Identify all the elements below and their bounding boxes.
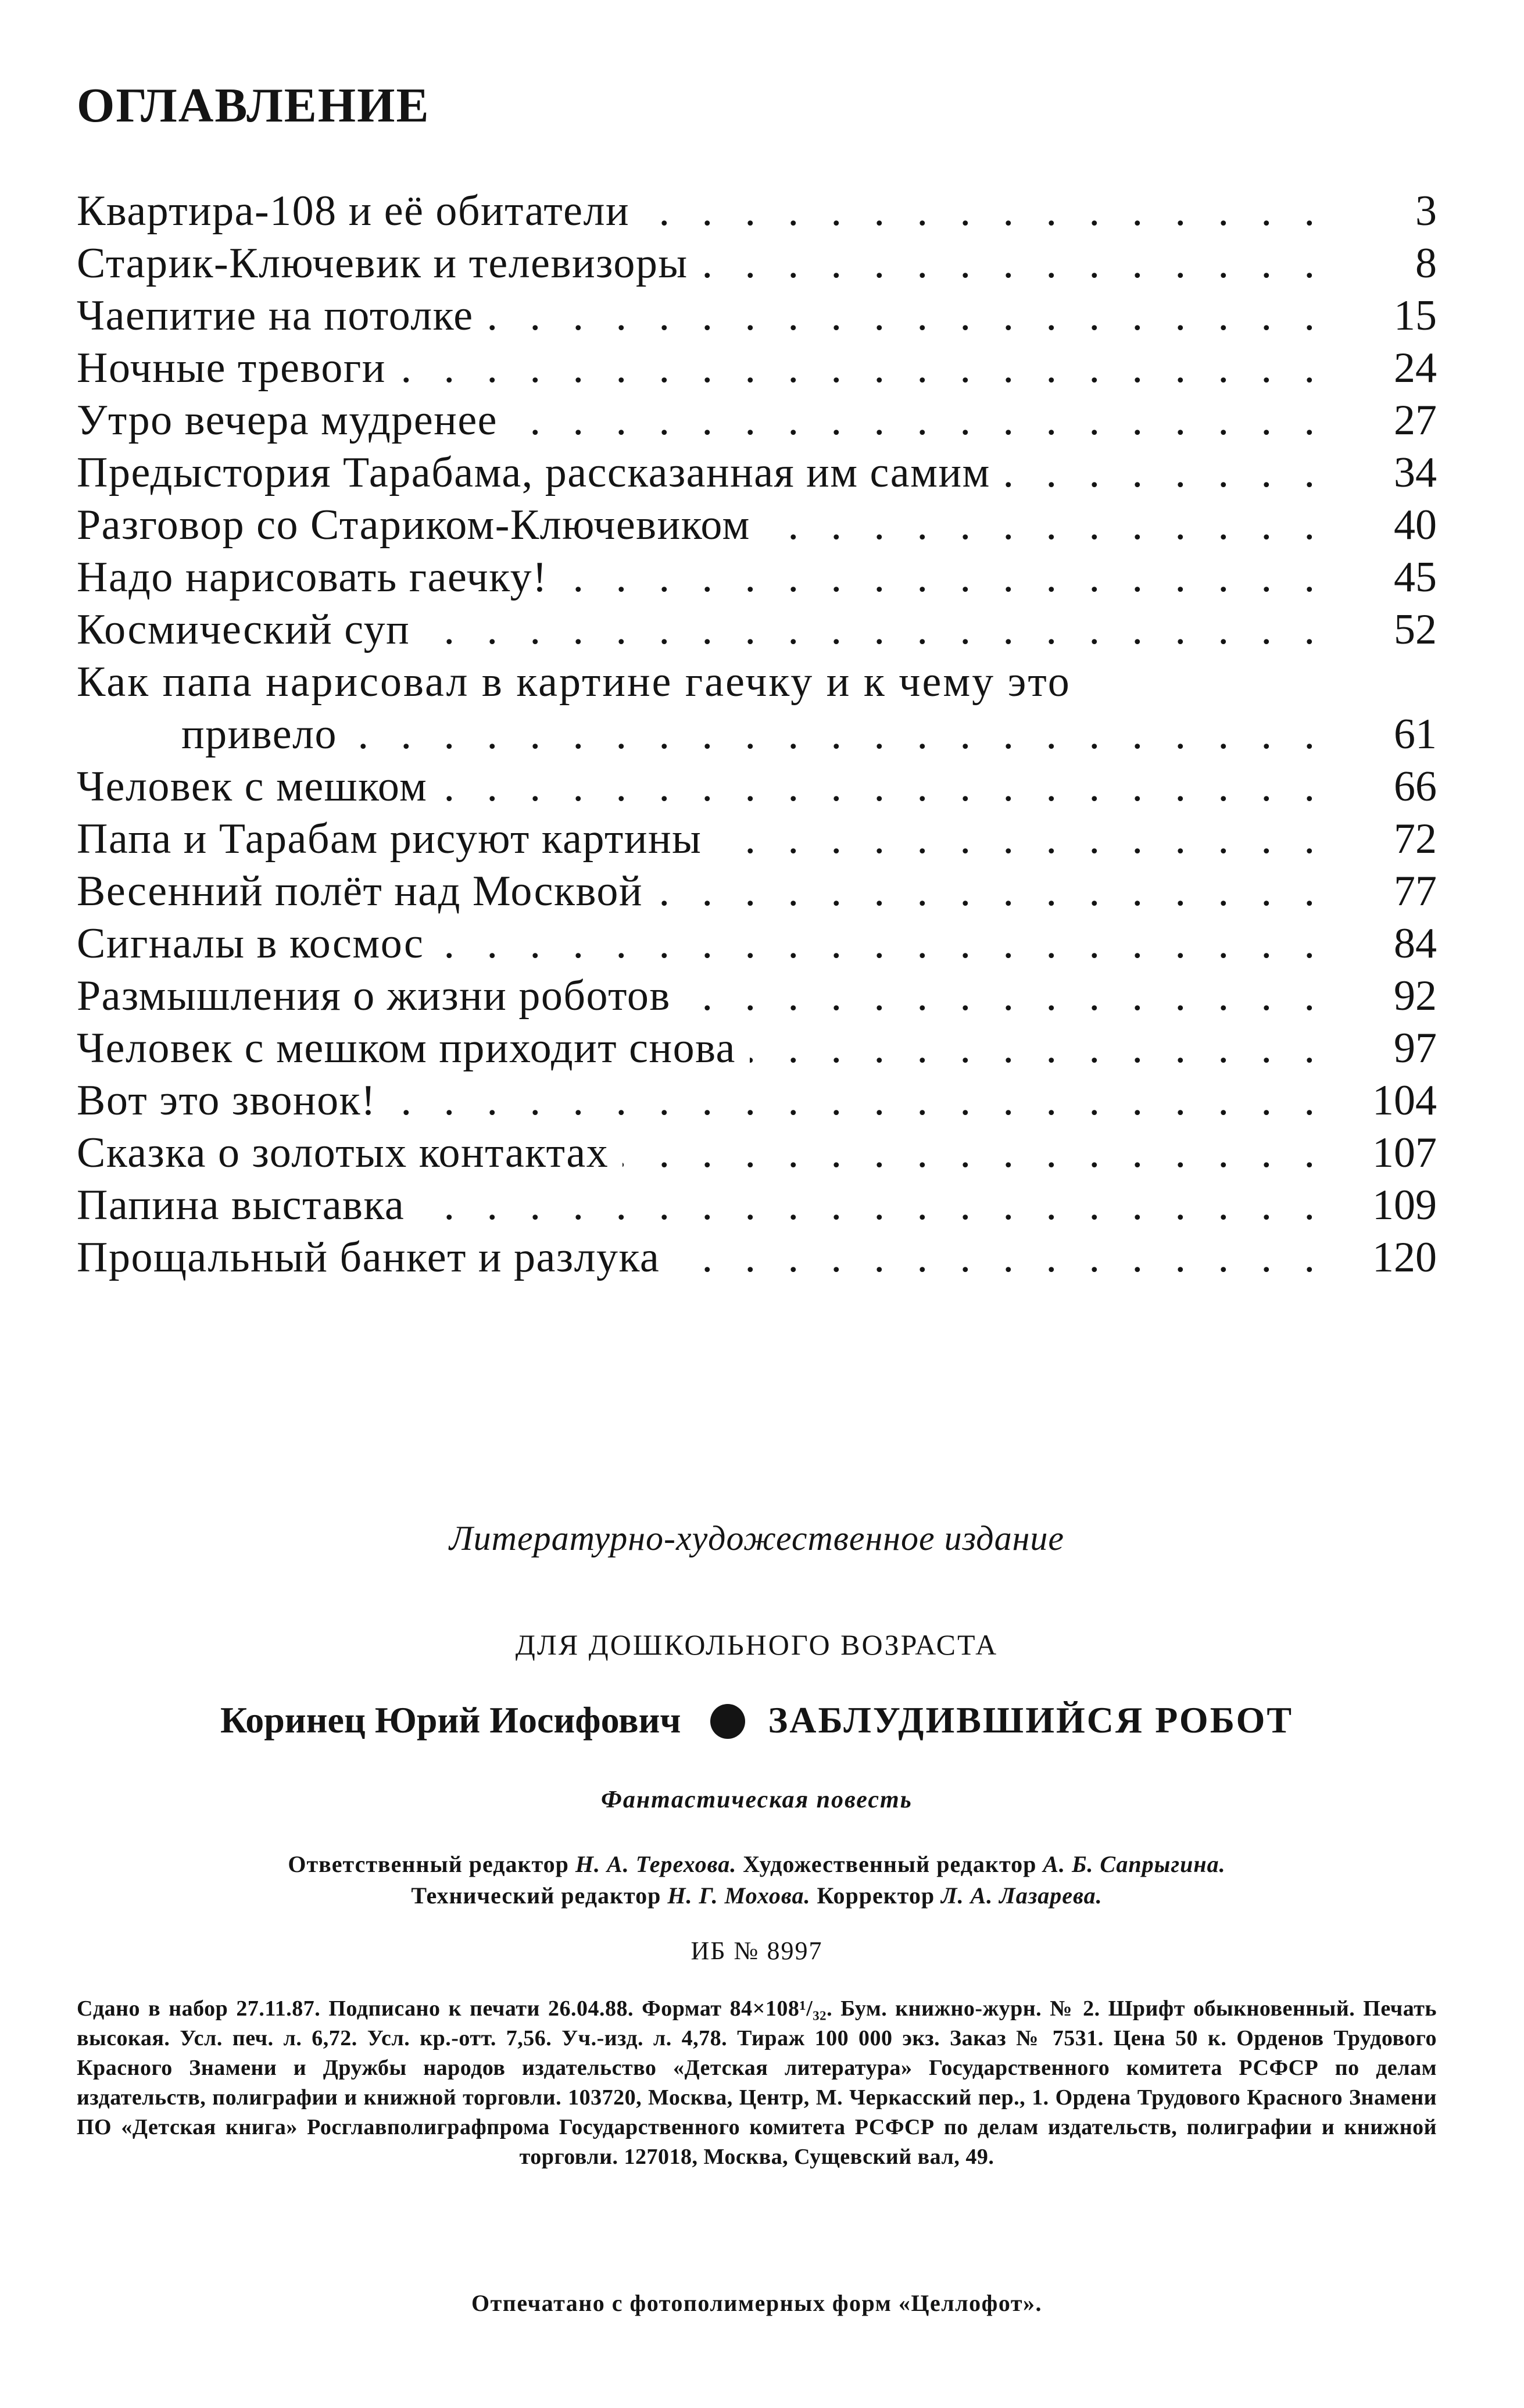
toc-entry [77, 917, 1437, 970]
toc-entry [77, 499, 1437, 551]
toc-entry [77, 656, 1437, 708]
toc-entry-page: 15 [1394, 292, 1437, 340]
toc-entry-title: Утро вечера мудренее [77, 394, 511, 446]
editor-role: Ответственный редактор [288, 1851, 569, 1877]
toc-entry-title: Размышления о жизни роботов [77, 970, 685, 1022]
toc-entry-title: Человек с мешком [77, 760, 441, 813]
editor-role: Корректор [817, 1882, 935, 1909]
toc-entry-title: Сказка о золотых контактах [77, 1127, 623, 1179]
toc-entry-page: 92 [1394, 972, 1437, 1020]
toc-entry-title: привело [181, 708, 351, 760]
toc-entry [77, 603, 1437, 656]
toc-entry-page: 61 [1394, 710, 1437, 758]
editor-role: Технический редактор [411, 1882, 661, 1909]
ib-number: ИБ № 8997 [691, 1937, 823, 1965]
toc-entry-title: Ночные тревоги [77, 342, 400, 394]
toc-entry [77, 1022, 1437, 1074]
toc-entry [77, 1231, 1437, 1284]
toc-entry [77, 394, 1437, 446]
author-title-line [77, 1699, 1437, 1742]
toc-entry-title: Папина выставка [77, 1179, 418, 1231]
toc-entry [77, 551, 1437, 603]
toc-entry-page: 109 [1372, 1181, 1437, 1229]
toc-entry [77, 1127, 1437, 1179]
editor-name: Н. А. Терехова. [575, 1851, 737, 1877]
author-name: Коринец Юрий Иосифович [220, 1699, 681, 1741]
toc-entry [77, 1179, 1437, 1231]
age-category: ДЛЯ ДОШКОЛЬНОГО ВОЗРАСТА [515, 1628, 999, 1661]
editor-name: Н. Г. Мохова. [667, 1882, 811, 1909]
toc-entry-page: 52 [1394, 606, 1437, 653]
toc-entry-page: 40 [1394, 501, 1437, 549]
toc-entry-title: Весенний полёт над Москвой [77, 865, 657, 917]
toc-entry-title: Человек с мешком приходит снова [77, 1022, 750, 1074]
book-title: ЗАБЛУДИВШИЙСЯ РОБОТ [768, 1699, 1294, 1741]
toc-entry-title: Папа и Тарабам рисуют картины [77, 813, 716, 865]
toc-entry-title: Квартира-108 и её обитатели [77, 185, 643, 237]
toc-entry [77, 1074, 1437, 1127]
toc-entry-title: Чаепитие на потолке [77, 290, 488, 342]
toc-entry-page: 72 [1394, 815, 1437, 863]
edition-genre: Литературно-художественное издание [449, 1519, 1064, 1557]
toc-entry [77, 760, 1437, 813]
toc-entry-page: 45 [1394, 553, 1437, 601]
editors-line-2 [77, 1880, 1437, 1912]
toc-entry-page: 104 [1372, 1077, 1437, 1124]
editors-line-1 [77, 1849, 1437, 1880]
toc-entry-title: Старик-Ключевик и телевизоры [77, 237, 702, 290]
book-subtitle: Фантастическая повесть [601, 1787, 913, 1813]
toc-entry [77, 813, 1437, 865]
toc-entry-title: Как папа нарисовал в картине гаечку и к чему это [77, 656, 1085, 708]
toc-entry-page: 3 [1415, 187, 1437, 235]
toc-entry [77, 290, 1437, 342]
toc-entry-title: Прощальный банкет и разлука [77, 1231, 674, 1284]
toc-entry-page: 107 [1372, 1129, 1437, 1177]
toc-entry-page: 34 [1394, 449, 1437, 496]
toc-entry-title: Космический суп [77, 603, 424, 656]
printed-note: Отпечатано с фотополимерных форм «Целлофот». [471, 2290, 1042, 2316]
toc-entry-title: Вот это звонок! [77, 1074, 390, 1127]
toc-entry-title: Сигналы в космос [77, 917, 438, 970]
toc-entry [77, 970, 1437, 1022]
toc-entry [77, 185, 1437, 237]
toc-entry-page: 66 [1394, 763, 1437, 810]
editor-name: Л. А. Лазарева. [941, 1882, 1103, 1909]
toc-entry-page: 120 [1372, 1234, 1437, 1281]
toc-entry-page: 77 [1394, 867, 1437, 915]
toc-entry-title: Предыстория Тарабама, рассказанная им самим [77, 446, 1004, 499]
colophon-text: Сдано в набор 27.11.87. Подписано к печати 26.04.88. Формат 84×108¹/₃₂. Бум. книжно-журн. № 2. Шрифт обыкновенный. Печать высокая. Усл. печ. л. 6,72. Усл. кр.-отт. 7,56. Уч.-изд. л. 4,78. Тираж 100 000 экз. Заказ № 7531. Цена 50 к. Орденов Трудового Красного Знамени и Дружбы народов издательство «Детская литература» Государственного комитета РСФСР по делам издательств, полиграфии и книжной торговли. 103720, Москва, Центр, М. Черкасский пер., 1. Ордена Трудового Красного Знамени ПО «Детская книга» Росглавполиграфпрома Государственного комитета РСФСР по делам издательств, полиграфии и книжной торговли. 127018, Москва, Сущевский вал, 49. [77, 1996, 1437, 2169]
toc-entry [77, 446, 1437, 499]
bullet-dot-icon [710, 1704, 745, 1739]
toc-entry [77, 342, 1437, 394]
toc-entry-page: 27 [1394, 396, 1437, 444]
toc-entry [77, 865, 1437, 917]
toc-entry-page: 24 [1394, 344, 1437, 392]
toc-entry-page: 97 [1394, 1024, 1437, 1072]
toc-entry [77, 708, 1437, 760]
toc-entry [77, 237, 1437, 290]
toc-heading: ОГЛАВЛЕНИЕ [77, 78, 430, 133]
toc-entry-page: 8 [1415, 240, 1437, 287]
editor-name: А. Б. Сапрыгина. [1043, 1851, 1226, 1877]
toc-list [77, 185, 1437, 1284]
editor-role: Художественный редактор [743, 1851, 1037, 1877]
toc-entry-page: 84 [1394, 920, 1437, 967]
toc-entry-title: Разговор со Стариком-Ключевиком [77, 499, 764, 551]
editors-credits [77, 1849, 1437, 1912]
toc-entry-title: Надо нарисовать гаечку! [77, 551, 561, 603]
